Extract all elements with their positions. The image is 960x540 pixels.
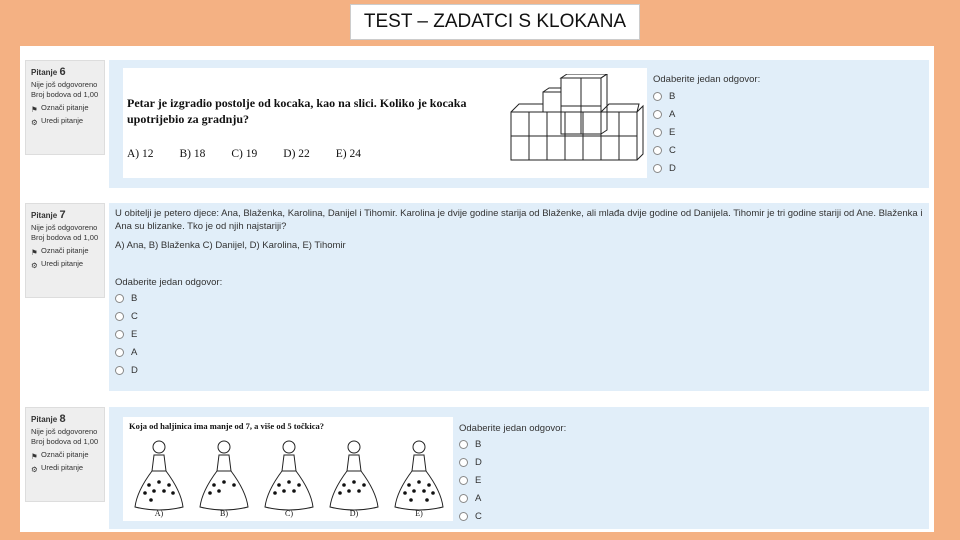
dress-dot [297,483,301,487]
gear-icon: ⚙ [31,260,38,270]
answer-status: Nije još odgovoreno [31,79,98,89]
question-info [25,407,105,502]
radio-button[interactable] [459,458,468,467]
radio-button[interactable] [459,440,468,449]
dress-dot [407,483,411,487]
question-label: Pitanje [31,415,58,424]
dress-bodice [282,455,296,471]
choose-prompt: Odaberite jedan odgovor: [653,74,761,85]
flag-question-link[interactable]: ⚑ Označi pitanje [31,246,89,257]
edit-question-link[interactable]: ⚙ Uredi pitanje [31,259,84,270]
question-image [123,417,453,521]
edit-question-link[interactable]: ⚙ Uredi pitanje [31,463,84,474]
dress-dot [427,483,431,487]
dress-figure [192,435,256,519]
radio-button[interactable] [115,348,124,357]
dress-dot [287,480,291,484]
option-d[interactable]: D [115,362,923,380]
option-a[interactable]: A [115,344,923,362]
dress-dot [273,491,277,495]
dress-bodice [412,455,426,471]
cube-structure-image [509,74,645,170]
radio-button[interactable] [115,294,124,303]
dress-head [218,441,230,453]
dress-figure [127,435,191,519]
dress-dot [149,498,153,502]
dress-dot [208,491,212,495]
gear-icon: ⚙ [31,464,38,474]
dress-dot [425,498,429,502]
dress-head [283,441,295,453]
question-label: Pitanje [31,211,58,220]
gear-icon: ⚙ [31,117,38,127]
question-content [109,203,929,391]
radio-button[interactable] [459,512,468,521]
dress-dot [282,489,286,493]
question-text: U obitelji je petero djece: Ana, Blaženka, Karolina, Danijel i Tihomir. Karolina je dvije godine starija od Blaženke, ali mlađa dvije godine od Danijela. Tihomir je tri godine stariji od Ane. Blaženka i Ana su blizanke. Tko je od njih najstariji? [115,208,923,232]
radio-button[interactable] [115,312,124,321]
choose-prompt: Odaberite jedan odgovor: [459,423,567,434]
flag-question-link[interactable]: ⚑ Označi pitanje [31,103,89,114]
answer-line: A) Ana, B) Blaženka C) Danijel, D) Karolina, E) Tihomir [115,239,346,251]
option-c[interactable]: C [115,308,923,326]
option-a[interactable]: A [653,105,760,123]
dress-label: C) [285,509,293,518]
dress-dot [338,491,342,495]
question-label: Pitanje [31,68,58,77]
edit-question-link[interactable]: ⚙ Uredi pitanje [31,116,84,127]
dress-dot [342,483,346,487]
flag-icon: ⚑ [31,451,38,461]
question-number: 7 [59,209,66,221]
answer-options [115,277,923,380]
dress-dot [143,491,147,495]
dress-dot [167,483,171,487]
dress-head [348,441,360,453]
dress-dot [412,489,416,493]
option-c[interactable]: C [653,141,760,159]
option-e[interactable]: E [115,326,923,344]
flag-icon: ⚑ [31,247,38,257]
dress-label: D) [349,509,359,518]
dress-bodice [347,455,361,471]
dress-dot [157,480,161,484]
dress-dot [347,489,351,493]
points-text: Broj bodova od 1,00 [31,232,99,242]
answer-status: Nije još odgovoreno [31,426,98,436]
radio-button[interactable] [653,110,662,119]
dress-dot [212,483,216,487]
dress-dot [277,483,281,487]
radio-button[interactable] [115,366,124,375]
answer-options [653,74,760,177]
dress-images [127,435,449,519]
points-text: Broj bodova od 1,00 [31,89,99,99]
radio-button[interactable] [653,146,662,155]
dress-dot [232,483,236,487]
answer-line: A) 12 B) 18 C) 19 D) 22 E) 24 [127,148,362,160]
dress-figure [257,435,321,519]
dress-bodice [217,455,231,471]
option-d[interactable]: D [653,159,760,177]
question-number: 8 [59,413,66,425]
dress-label: E) [415,509,423,518]
dress-skirt [265,471,313,510]
dress-bodice [152,455,166,471]
radio-button[interactable] [115,330,124,339]
dress-dot [357,489,361,493]
radio-button[interactable] [653,128,662,137]
answer-options [459,423,566,525]
question-8 [25,407,929,529]
dress-skirt [395,471,443,510]
radio-button[interactable] [653,92,662,101]
question-content [109,407,929,529]
dress-dot [362,483,366,487]
dress-dot [431,491,435,495]
option-b[interactable]: B [653,87,760,105]
dress-skirt [330,471,378,510]
slide-title: TEST – ZADATCI S KLOKANA [350,4,640,40]
points-text: Broj bodova od 1,00 [31,436,99,446]
dress-head [153,441,165,453]
quiz-page [20,46,934,532]
radio-button[interactable] [653,164,662,173]
dress-label: B) [220,509,228,518]
question-image [123,68,647,178]
dress-dot [352,480,356,484]
question-info [25,60,105,155]
dress-dot [292,489,296,493]
question-info [25,203,105,298]
dress-dot [417,480,421,484]
dress-dot [162,489,166,493]
flag-question-link[interactable]: ⚑ Označi pitanje [31,450,89,461]
option-b[interactable]: B [115,290,923,308]
answer-status: Nije još odgovoreno [31,222,98,232]
question-text: Koja od haljinica ima manje od 7, a više od 5 točkica? [129,421,325,431]
dress-dot [409,498,413,502]
option-c[interactable]: C [459,507,566,525]
option-d[interactable]: D [459,453,566,471]
dress-figure [387,435,451,519]
question-content [109,60,929,188]
dress-dot [147,483,151,487]
question-7 [25,203,929,391]
dress-dot [403,491,407,495]
dress-dot [171,491,175,495]
dress-figure [322,435,386,519]
dress-head [413,441,425,453]
dress-dot [217,489,221,493]
radio-button[interactable] [459,494,468,503]
question-number: 6 [59,66,66,78]
option-e[interactable]: E [459,471,566,489]
question-text: Petar je izgradio postolje od kocaka, kao na slici. Koliko je kocaka upotrijebio za gradnju? [127,96,467,126]
option-b[interactable]: B [459,435,566,453]
dress-dot [222,480,226,484]
choose-prompt: Odaberite jedan odgovor: [115,276,223,288]
option-a[interactable]: A [459,489,566,507]
option-e[interactable]: E [653,123,760,141]
radio-button[interactable] [459,476,468,485]
dress-label: A) [154,509,164,518]
question-6 [25,60,929,188]
dress-dot [422,489,426,493]
dress-skirt [200,471,248,510]
flag-icon: ⚑ [31,104,38,114]
dress-dot [152,489,156,493]
dress-skirt [135,471,183,510]
